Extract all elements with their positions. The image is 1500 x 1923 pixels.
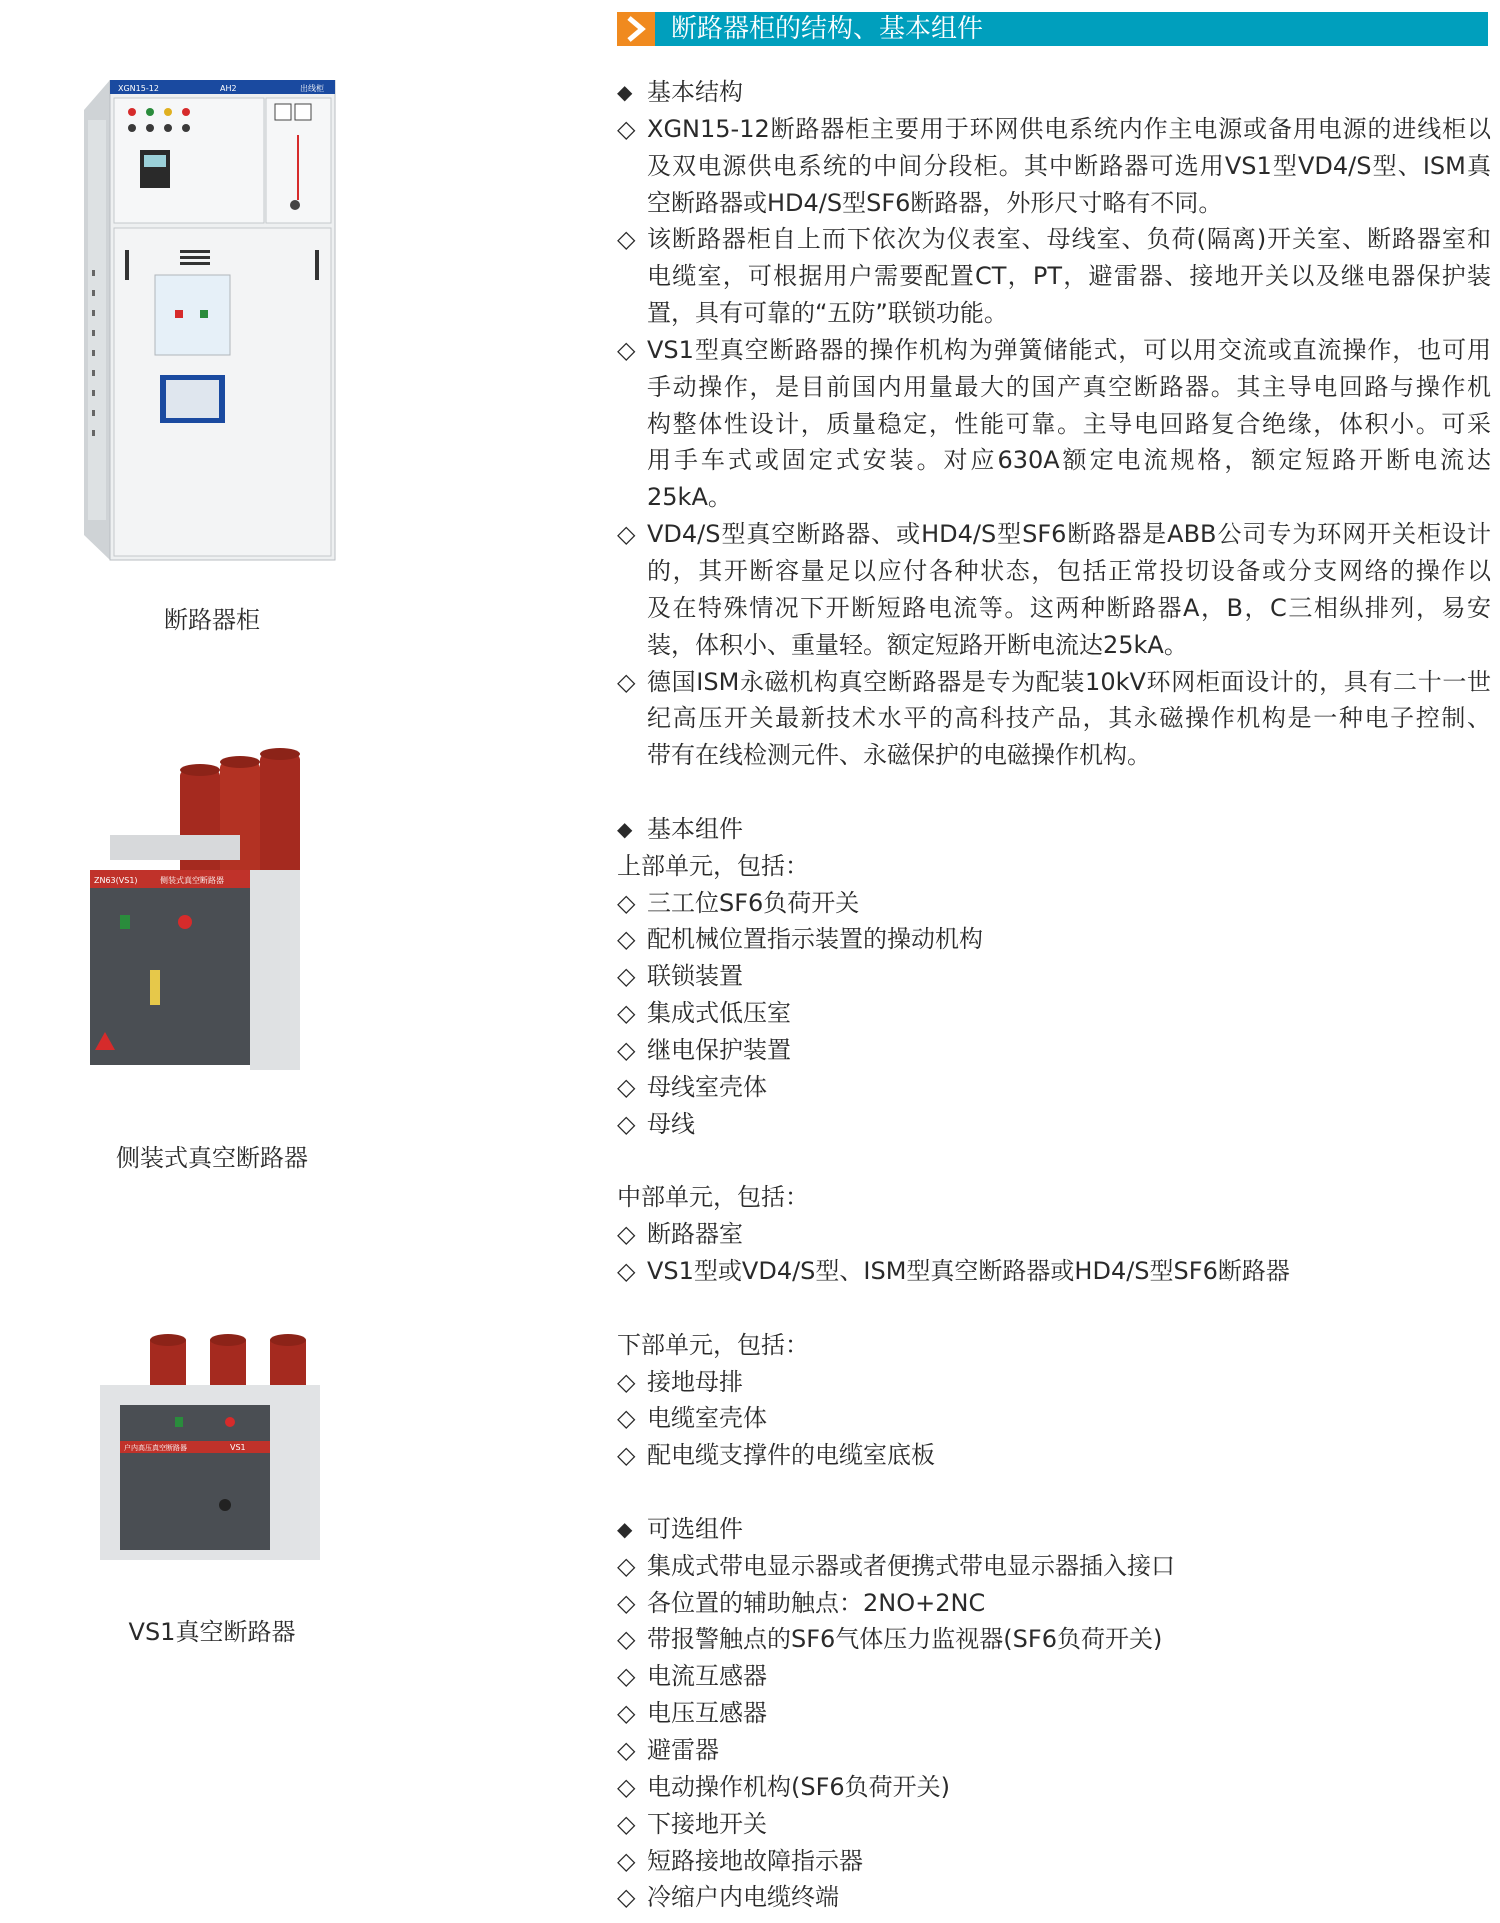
bullet-diamond-filled-icon: ◆ bbox=[617, 1516, 633, 1541]
bullet-diamond-outline-icon: ◇ bbox=[617, 1846, 636, 1875]
list-line bbox=[617, 1585, 1491, 1622]
caption-side-mounted-breaker: 侧装式真空断路器 bbox=[116, 1144, 308, 1172]
svg-text:VS1: VS1 bbox=[230, 1443, 246, 1452]
line-text: 断路器室 bbox=[647, 1220, 743, 1249]
bullet-diamond-outline-icon: ◇ bbox=[617, 1772, 636, 1801]
bullet-diamond-outline-icon: ◇ bbox=[617, 1257, 636, 1285]
line-text: 及在特殊情况下开断短路电流等。这两种断路器A，B，C三相纵排列，易安 bbox=[647, 593, 1491, 622]
line-text: 三工位SF6负荷开关 bbox=[647, 888, 860, 917]
line-text: 集成式低压室 bbox=[647, 999, 791, 1028]
list-line bbox=[617, 1216, 1491, 1253]
line-text: 电缆室，可根据用户需要配置CT，PT，避雷器、接地开关以及继电器保护装 bbox=[647, 262, 1491, 291]
svg-text:AH2: AH2 bbox=[220, 84, 237, 93]
switchgear-cabinet-image bbox=[80, 80, 340, 570]
line-text: 冷缩户内电缆终端 bbox=[647, 1883, 839, 1912]
svg-text:ZN63(VS1): ZN63(VS1) bbox=[94, 876, 138, 885]
line-text: 手动操作，是目前国内用量最大的国产真空断路器。其主导电回路与操作机 bbox=[647, 372, 1491, 401]
list-line bbox=[617, 1364, 1491, 1401]
bullet-diamond-outline-icon: ◇ bbox=[617, 1367, 636, 1396]
list-line bbox=[617, 1621, 1491, 1658]
line-text: 上部单元，包括： bbox=[617, 851, 809, 880]
bullet-diamond-filled-icon: ◆ bbox=[617, 80, 633, 104]
section-header bbox=[617, 12, 1488, 46]
bullet-diamond-outline-icon: ◇ bbox=[617, 999, 636, 1028]
caption-vs1-breaker: VS1真空断路器 bbox=[128, 1618, 296, 1646]
line-text: 德国ISM永磁机构真空断路器是专为配装10kV环网柜面设计的，具有二十一世 bbox=[647, 667, 1491, 696]
blank-line bbox=[617, 1474, 1491, 1511]
list-line bbox=[617, 1806, 1491, 1843]
bullet-diamond-outline-icon: ◇ bbox=[617, 1625, 636, 1654]
line-text: 的，其开断容量足以应付各种状态，包括正常投切设备或分支网络的操作以 bbox=[647, 556, 1491, 585]
bullet-diamond-outline-icon: ◇ bbox=[617, 1441, 636, 1470]
list-line bbox=[617, 1695, 1491, 1732]
line-text: 构整体性设计，质量稳定，性能可靠。主导电回路复合绝缘，体积小。可采 bbox=[647, 409, 1491, 438]
line-text: 带有在线检测元件、永磁保护的电磁操作机构。 bbox=[647, 741, 1151, 770]
side-mounted-breaker-image bbox=[80, 740, 340, 1090]
bullet-diamond-outline-icon: ◇ bbox=[617, 520, 636, 549]
section-title: 断路器柜的结构、基本组件 bbox=[671, 14, 984, 44]
vs1-breaker-image bbox=[80, 1325, 340, 1575]
bullet-diamond-outline-icon: ◇ bbox=[617, 1735, 636, 1764]
list-line bbox=[617, 1658, 1491, 1695]
bullet-diamond-outline-icon: ◇ bbox=[617, 1035, 636, 1064]
line-text: 装，体积小、重量轻。额定短路开断电流达25kA。 bbox=[647, 630, 1188, 659]
bullet-diamond-outline-icon: ◇ bbox=[617, 888, 636, 917]
line-text: 集成式带电显示器或者便携式带电显示器插入接口 bbox=[647, 1551, 1175, 1580]
list-line bbox=[617, 148, 1491, 185]
list-line bbox=[617, 221, 1491, 258]
list-line bbox=[617, 995, 1491, 1032]
blank-line bbox=[617, 1142, 1491, 1179]
line-text: 空断路器或HD4/S型SF6断路器，外形尺寸略有不同。 bbox=[647, 188, 1223, 217]
cabinet-label: XGN15-12 bbox=[118, 84, 159, 93]
line-text: 下部单元，包括： bbox=[617, 1330, 809, 1359]
list-line bbox=[617, 885, 1491, 922]
bullet-diamond-outline-icon: ◇ bbox=[617, 1072, 636, 1101]
line-text: 纪高压开关最新技术水平的高科技产品，其永磁操作机构是一种电子控制、 bbox=[647, 704, 1491, 733]
list-line bbox=[617, 369, 1491, 406]
line-text: 可选组件 bbox=[647, 1514, 743, 1543]
section-heading bbox=[617, 1511, 1491, 1548]
group-label bbox=[617, 1327, 1491, 1364]
svg-text:户内高压真空断路器: 户内高压真空断路器 bbox=[124, 1444, 187, 1452]
line-text: 25kA。 bbox=[647, 483, 732, 512]
line-text: VS1型真空断路器的操作机构为弹簧储能式，可以用交流或直流操作，也可用 bbox=[647, 335, 1491, 364]
list-line bbox=[617, 185, 1491, 222]
list-line bbox=[617, 1253, 1491, 1290]
line-text: 带报警触点的SF6气体压力监视器(SF6负荷开关) bbox=[647, 1625, 1163, 1654]
line-text: VD4/S型真空断路器、或HD4/S型SF6断路器是ABB公司专为环网开关柜设计 bbox=[647, 520, 1491, 549]
list-line bbox=[617, 1548, 1491, 1585]
list-line bbox=[617, 406, 1491, 443]
line-text: VS1型或VD4/S型、ISM型真空断路器或HD4/S型SF6断路器 bbox=[647, 1257, 1290, 1285]
blank-line bbox=[617, 1290, 1491, 1327]
list-line bbox=[617, 1843, 1491, 1880]
list-line bbox=[617, 700, 1491, 737]
list-line bbox=[617, 664, 1491, 701]
line-text: 及双电源供电系统的中间分段柜。其中断路器可选用VS1型VD4/S型、ISM真 bbox=[647, 151, 1491, 180]
list-line bbox=[617, 737, 1491, 774]
list-line bbox=[617, 111, 1491, 148]
line-text: 电流互感器 bbox=[647, 1662, 767, 1691]
list-line bbox=[617, 590, 1491, 627]
bullet-diamond-outline-icon: ◇ bbox=[617, 1109, 636, 1138]
bullet-diamond-filled-icon: ◆ bbox=[617, 816, 633, 841]
line-text: 配电缆支撑件的电缆室底板 bbox=[647, 1441, 935, 1470]
line-text: 母线 bbox=[647, 1109, 695, 1138]
bullet-diamond-outline-icon: ◇ bbox=[617, 925, 636, 954]
line-text: 接地母排 bbox=[647, 1367, 743, 1396]
list-line bbox=[617, 958, 1491, 995]
list-line bbox=[617, 295, 1491, 332]
line-text: 电动操作机构(SF6负荷开关) bbox=[647, 1772, 951, 1801]
list-line bbox=[617, 1400, 1491, 1437]
list-line bbox=[617, 1437, 1491, 1474]
line-text: 基本结构 bbox=[647, 78, 743, 106]
list-line bbox=[617, 442, 1491, 479]
line-text: 避雷器 bbox=[647, 1735, 719, 1764]
list-line bbox=[617, 627, 1491, 664]
list-line bbox=[617, 1106, 1491, 1143]
line-text: 各位置的辅助触点：2NO+2NC bbox=[647, 1588, 986, 1617]
list-line bbox=[617, 1032, 1491, 1069]
line-text: XGN15-12断路器柜主要用于环网供电系统内作主电源或备用电源的进线柜以 bbox=[647, 114, 1491, 143]
bullet-diamond-outline-icon: ◇ bbox=[617, 1220, 636, 1249]
line-text: 基本组件 bbox=[647, 814, 743, 843]
list-line bbox=[617, 1732, 1491, 1769]
line-text: 该断路器柜自上而下依次为仪表室、母线室、负荷(隔离)开关室、断路器室和 bbox=[647, 225, 1491, 254]
list-line bbox=[617, 516, 1491, 553]
bullet-diamond-outline-icon: ◇ bbox=[617, 1883, 636, 1912]
bullet-diamond-outline-icon: ◇ bbox=[617, 114, 636, 143]
list-line bbox=[617, 258, 1491, 295]
caption-switchgear-cabinet: 断路器柜 bbox=[164, 606, 260, 634]
group-label bbox=[617, 1179, 1491, 1216]
list-line bbox=[617, 1069, 1491, 1106]
svg-text:侧装式真空断路器: 侧装式真空断路器 bbox=[160, 876, 224, 885]
document-body bbox=[617, 74, 1491, 1916]
bullet-diamond-outline-icon: ◇ bbox=[617, 1551, 636, 1580]
line-text: 下接地开关 bbox=[647, 1809, 767, 1838]
bullet-diamond-outline-icon: ◇ bbox=[617, 667, 636, 696]
line-text: 联锁装置 bbox=[647, 962, 743, 991]
section-heading bbox=[617, 811, 1491, 848]
line-text: 继电保护装置 bbox=[647, 1035, 791, 1064]
svg-text:出线柜: 出线柜 bbox=[300, 84, 324, 93]
group-label bbox=[617, 848, 1491, 885]
line-text: 电压互感器 bbox=[647, 1699, 767, 1728]
section-heading bbox=[617, 74, 1491, 111]
bullet-diamond-outline-icon: ◇ bbox=[617, 962, 636, 991]
line-text: 中部单元，包括： bbox=[617, 1183, 809, 1212]
list-line bbox=[617, 1879, 1491, 1916]
list-line bbox=[617, 332, 1491, 369]
bullet-diamond-outline-icon: ◇ bbox=[617, 1699, 636, 1728]
line-text: 短路接地故障指示器 bbox=[647, 1846, 863, 1875]
bullet-diamond-outline-icon: ◇ bbox=[617, 1404, 636, 1433]
list-line bbox=[617, 1769, 1491, 1806]
list-line bbox=[617, 553, 1491, 590]
bullet-diamond-outline-icon: ◇ bbox=[617, 225, 636, 254]
bullet-diamond-outline-icon: ◇ bbox=[617, 1809, 636, 1838]
line-text: 电缆室壳体 bbox=[647, 1404, 767, 1433]
bullet-diamond-outline-icon: ◇ bbox=[617, 335, 636, 364]
chevron-right-icon bbox=[617, 12, 655, 46]
blank-line bbox=[617, 774, 1491, 811]
list-line bbox=[617, 479, 1491, 516]
line-text: 置，具有可靠的“五防”联锁功能。 bbox=[647, 299, 1008, 328]
line-text: 母线室壳体 bbox=[647, 1072, 767, 1101]
bullet-diamond-outline-icon: ◇ bbox=[617, 1588, 636, 1617]
line-text: 用手车式或固定式安装。对应630A额定电流规格，额定短路开断电流达 bbox=[647, 446, 1491, 475]
list-line bbox=[617, 921, 1491, 958]
line-text: 配机械位置指示装置的操动机构 bbox=[647, 925, 983, 954]
bullet-diamond-outline-icon: ◇ bbox=[617, 1662, 636, 1691]
